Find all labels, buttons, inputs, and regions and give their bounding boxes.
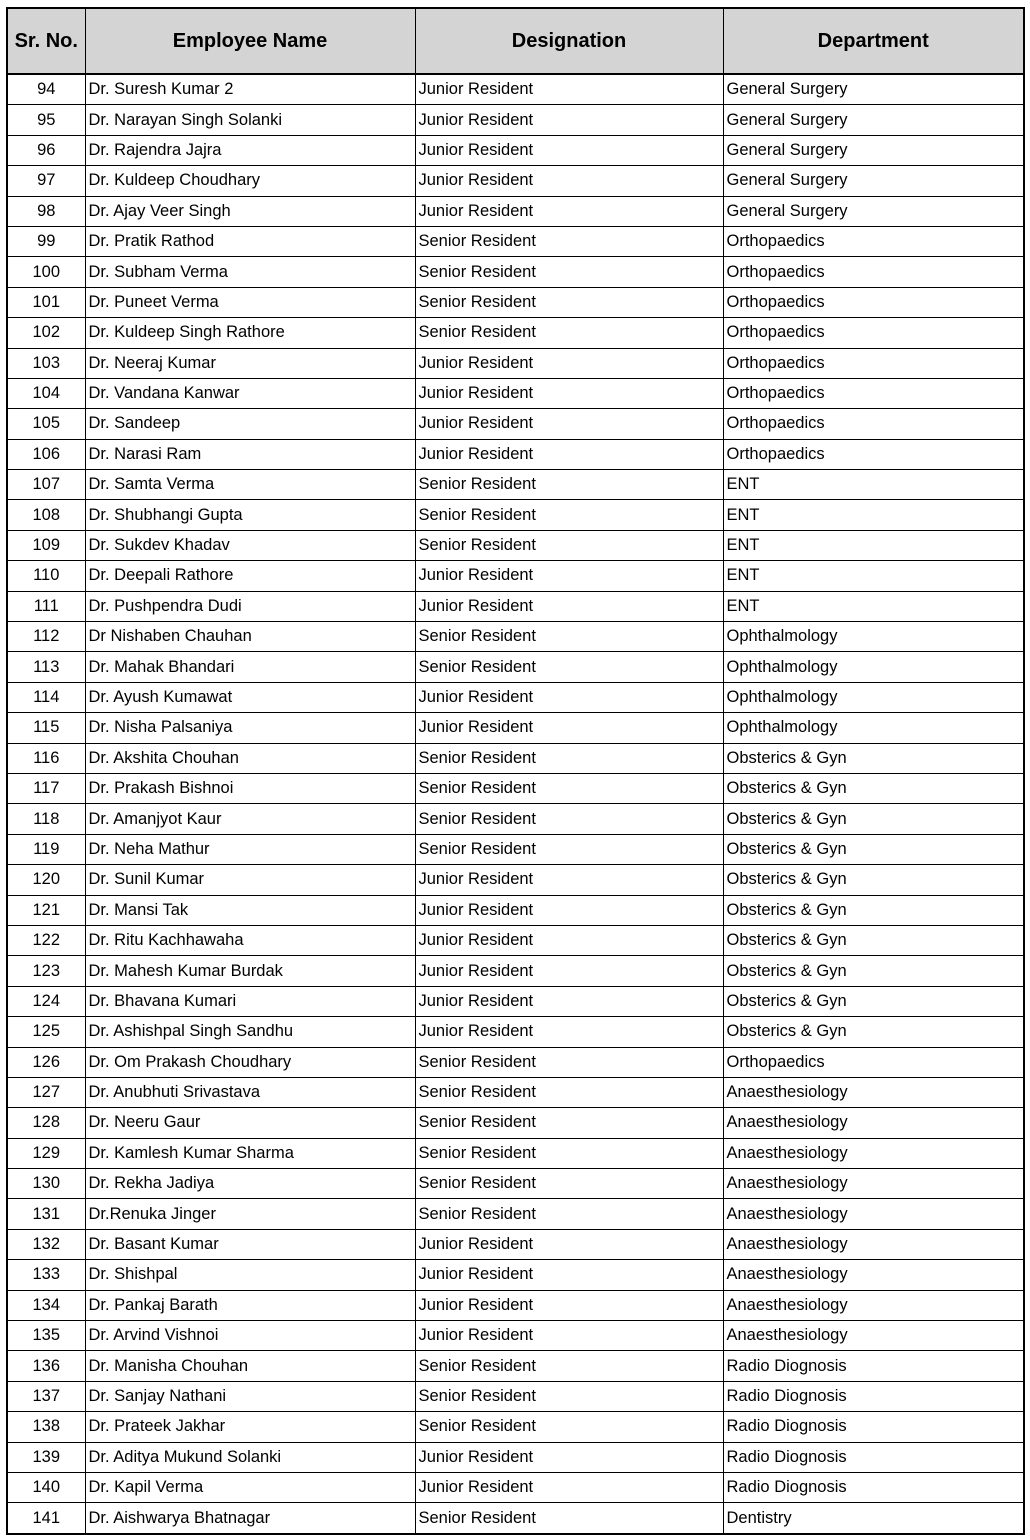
designation-cell: Junior Resident	[415, 865, 723, 895]
sr-no-cell: 126	[7, 1047, 85, 1077]
designation-cell: Senior Resident	[415, 318, 723, 348]
department-cell: Ophthalmology	[723, 713, 1024, 743]
employee-name-cell: Dr. Aishwarya Bhatnagar	[85, 1503, 415, 1534]
employee-name-cell: Dr. Bhavana Kumari	[85, 986, 415, 1016]
employee-name-cell: Dr. Prakash Bishnoi	[85, 773, 415, 803]
sr-no-cell: 100	[7, 257, 85, 287]
designation-cell: Senior Resident	[415, 773, 723, 803]
sr-no-cell: 121	[7, 895, 85, 925]
header-employee-name: Employee Name	[85, 8, 415, 74]
department-cell: Obsterics & Gyn	[723, 925, 1024, 955]
table-row	[7, 1503, 1024, 1534]
department-cell: ENT	[723, 591, 1024, 621]
designation-cell: Senior Resident	[415, 1138, 723, 1168]
designation-cell: Junior Resident	[415, 1321, 723, 1351]
designation-cell: Junior Resident	[415, 1472, 723, 1502]
sr-no-cell: 102	[7, 318, 85, 348]
department-cell: Anaesthesiology	[723, 1077, 1024, 1107]
sr-no-cell: 98	[7, 196, 85, 226]
designation-cell: Senior Resident	[415, 1047, 723, 1077]
sr-no-cell: 104	[7, 378, 85, 408]
table-row	[7, 348, 1024, 378]
employee-name-cell: Dr.Renuka Jinger	[85, 1199, 415, 1229]
department-cell: Obsterics & Gyn	[723, 1017, 1024, 1047]
department-cell: Ophthalmology	[723, 682, 1024, 712]
designation-cell: Senior Resident	[415, 1503, 723, 1534]
sr-no-cell: 117	[7, 773, 85, 803]
designation-cell: Senior Resident	[415, 470, 723, 500]
department-cell: Dentistry	[723, 1503, 1024, 1534]
sr-no-cell: 130	[7, 1169, 85, 1199]
department-cell: Anaesthesiology	[723, 1138, 1024, 1168]
designation-cell: Junior Resident	[415, 196, 723, 226]
employee-name-cell: Dr. Ashishpal Singh Sandhu	[85, 1017, 415, 1047]
designation-cell: Senior Resident	[415, 287, 723, 317]
designation-cell: Junior Resident	[415, 439, 723, 469]
designation-cell: Senior Resident	[415, 1199, 723, 1229]
designation-cell: Junior Resident	[415, 682, 723, 712]
employee-name-cell: Dr. Arvind Vishnoi	[85, 1321, 415, 1351]
employee-name-cell: Dr Nishaben Chauhan	[85, 622, 415, 652]
department-cell: Radio Diognosis	[723, 1472, 1024, 1502]
employee-name-cell: Dr. Sanjay Nathani	[85, 1381, 415, 1411]
employee-name-cell: Dr. Kuldeep Choudhary	[85, 166, 415, 196]
designation-cell: Senior Resident	[415, 1169, 723, 1199]
department-cell: Orthopaedics	[723, 318, 1024, 348]
table-row	[7, 834, 1024, 864]
table-row	[7, 1017, 1024, 1047]
designation-cell: Senior Resident	[415, 652, 723, 682]
employee-name-cell: Dr. Prateek Jakhar	[85, 1412, 415, 1442]
table-row	[7, 1290, 1024, 1320]
sr-no-cell: 140	[7, 1472, 85, 1502]
employee-name-cell: Dr. Kamlesh Kumar Sharma	[85, 1138, 415, 1168]
department-cell: Obsterics & Gyn	[723, 956, 1024, 986]
table-row	[7, 1077, 1024, 1107]
sr-no-cell: 124	[7, 986, 85, 1016]
designation-cell: Junior Resident	[415, 1017, 723, 1047]
table-row	[7, 1472, 1024, 1502]
designation-cell: Junior Resident	[415, 1290, 723, 1320]
department-cell: Orthopaedics	[723, 409, 1024, 439]
department-cell: Orthopaedics	[723, 287, 1024, 317]
table-row	[7, 1412, 1024, 1442]
employee-name-cell: Dr. Ajay Veer Singh	[85, 196, 415, 226]
table-row	[7, 713, 1024, 743]
table-row	[7, 652, 1024, 682]
employee-table	[6, 7, 1025, 1535]
table-row	[7, 1260, 1024, 1290]
designation-cell: Senior Resident	[415, 1412, 723, 1442]
employee-name-cell: Dr. Subham Verma	[85, 257, 415, 287]
designation-cell: Junior Resident	[415, 561, 723, 591]
table-row	[7, 1199, 1024, 1229]
designation-cell: Junior Resident	[415, 1229, 723, 1259]
sr-no-cell: 136	[7, 1351, 85, 1381]
designation-cell: Junior Resident	[415, 1260, 723, 1290]
designation-cell: Senior Resident	[415, 622, 723, 652]
sr-no-cell: 141	[7, 1503, 85, 1534]
employee-name-cell: Dr. Narayan Singh Solanki	[85, 105, 415, 135]
department-cell: Ophthalmology	[723, 622, 1024, 652]
sr-no-cell: 109	[7, 530, 85, 560]
sr-no-cell: 105	[7, 409, 85, 439]
table-row	[7, 1108, 1024, 1138]
designation-cell: Senior Resident	[415, 1108, 723, 1138]
sr-no-cell: 107	[7, 470, 85, 500]
table-row	[7, 743, 1024, 773]
department-cell: Orthopaedics	[723, 378, 1024, 408]
employee-name-cell: Dr. Vandana Kanwar	[85, 378, 415, 408]
employee-name-cell: Dr. Pankaj Barath	[85, 1290, 415, 1320]
designation-cell: Junior Resident	[415, 713, 723, 743]
sr-no-cell: 97	[7, 166, 85, 196]
sr-no-cell: 96	[7, 135, 85, 165]
designation-cell: Senior Resident	[415, 804, 723, 834]
sr-no-cell: 103	[7, 348, 85, 378]
designation-cell: Junior Resident	[415, 378, 723, 408]
table-row	[7, 135, 1024, 165]
department-cell: Obsterics & Gyn	[723, 743, 1024, 773]
table-row	[7, 986, 1024, 1016]
employee-name-cell: Dr. Suresh Kumar 2	[85, 74, 415, 105]
employee-name-cell: Dr. Anubhuti Srivastava	[85, 1077, 415, 1107]
employee-name-cell: Dr. Om Prakash Choudhary	[85, 1047, 415, 1077]
department-cell: Anaesthesiology	[723, 1169, 1024, 1199]
table-row	[7, 1321, 1024, 1351]
sr-no-cell: 139	[7, 1442, 85, 1472]
table-row	[7, 682, 1024, 712]
sr-no-cell: 108	[7, 500, 85, 530]
department-cell: General Surgery	[723, 105, 1024, 135]
department-cell: Obsterics & Gyn	[723, 895, 1024, 925]
table-row	[7, 1138, 1024, 1168]
sr-no-cell: 135	[7, 1321, 85, 1351]
employee-name-cell: Dr. Aditya Mukund Solanki	[85, 1442, 415, 1472]
employee-name-cell: Dr. Neha Mathur	[85, 834, 415, 864]
department-cell: Anaesthesiology	[723, 1229, 1024, 1259]
employee-name-cell: Dr. Shishpal	[85, 1260, 415, 1290]
department-cell: Anaesthesiology	[723, 1290, 1024, 1320]
department-cell: Anaesthesiology	[723, 1108, 1024, 1138]
employee-name-cell: Dr. Sukdev Khadav	[85, 530, 415, 560]
header-sr-no: Sr. No.	[7, 8, 85, 74]
sr-no-cell: 119	[7, 834, 85, 864]
designation-cell: Senior Resident	[415, 1381, 723, 1411]
department-cell: Obsterics & Gyn	[723, 773, 1024, 803]
table-row	[7, 865, 1024, 895]
sr-no-cell: 127	[7, 1077, 85, 1107]
department-cell: ENT	[723, 500, 1024, 530]
table-row	[7, 1351, 1024, 1381]
designation-cell: Junior Resident	[415, 135, 723, 165]
designation-cell: Senior Resident	[415, 743, 723, 773]
table-row	[7, 1381, 1024, 1411]
department-cell: General Surgery	[723, 135, 1024, 165]
designation-cell: Senior Resident	[415, 500, 723, 530]
department-cell: Radio Diognosis	[723, 1442, 1024, 1472]
designation-cell: Junior Resident	[415, 925, 723, 955]
employee-name-cell: Dr. Manisha Chouhan	[85, 1351, 415, 1381]
employee-name-cell: Dr. Samta Verma	[85, 470, 415, 500]
employee-name-cell: Dr. Mansi Tak	[85, 895, 415, 925]
department-cell: ENT	[723, 470, 1024, 500]
designation-cell: Junior Resident	[415, 956, 723, 986]
table-body	[7, 74, 1024, 1534]
employee-name-cell: Dr. Mahesh Kumar Burdak	[85, 956, 415, 986]
employee-name-cell: Dr. Akshita Chouhan	[85, 743, 415, 773]
table-row	[7, 470, 1024, 500]
department-cell: Radio Diognosis	[723, 1381, 1024, 1411]
table-row	[7, 591, 1024, 621]
sr-no-cell: 131	[7, 1199, 85, 1229]
employee-name-cell: Dr. Kapil Verma	[85, 1472, 415, 1502]
header-designation: Designation	[415, 8, 723, 74]
department-cell: Anaesthesiology	[723, 1260, 1024, 1290]
employee-name-cell: Dr. Rajendra Jajra	[85, 135, 415, 165]
sr-no-cell: 129	[7, 1138, 85, 1168]
employee-name-cell: Dr. Nisha Palsaniya	[85, 713, 415, 743]
table-row	[7, 956, 1024, 986]
sr-no-cell: 112	[7, 622, 85, 652]
sr-no-cell: 138	[7, 1412, 85, 1442]
department-cell: ENT	[723, 530, 1024, 560]
sr-no-cell: 116	[7, 743, 85, 773]
sr-no-cell: 101	[7, 287, 85, 317]
table-header-row	[7, 8, 1024, 74]
table-row	[7, 1169, 1024, 1199]
department-cell: Orthopaedics	[723, 1047, 1024, 1077]
employee-name-cell: Dr. Neeraj Kumar	[85, 348, 415, 378]
employee-name-cell: Dr. Shubhangi Gupta	[85, 500, 415, 530]
designation-cell: Junior Resident	[415, 895, 723, 925]
sr-no-cell: 128	[7, 1108, 85, 1138]
department-cell: Orthopaedics	[723, 439, 1024, 469]
table-row	[7, 1229, 1024, 1259]
employee-name-cell: Dr. Basant Kumar	[85, 1229, 415, 1259]
table-row	[7, 622, 1024, 652]
employee-name-cell: Dr. Ayush Kumawat	[85, 682, 415, 712]
sr-no-cell: 99	[7, 226, 85, 256]
employee-name-cell: Dr. Amanjyot Kaur	[85, 804, 415, 834]
employee-name-cell: Dr. Sunil Kumar	[85, 865, 415, 895]
table-row	[7, 895, 1024, 925]
sr-no-cell: 113	[7, 652, 85, 682]
header-department: Department	[723, 8, 1024, 74]
table-row	[7, 409, 1024, 439]
table-row	[7, 196, 1024, 226]
employee-name-cell: Dr. Puneet Verma	[85, 287, 415, 317]
table-row	[7, 439, 1024, 469]
sr-no-cell: 95	[7, 105, 85, 135]
table-row	[7, 257, 1024, 287]
department-cell: Anaesthesiology	[723, 1199, 1024, 1229]
department-cell: General Surgery	[723, 196, 1024, 226]
sr-no-cell: 137	[7, 1381, 85, 1411]
department-cell: Anaesthesiology	[723, 1321, 1024, 1351]
table-row	[7, 561, 1024, 591]
department-cell: General Surgery	[723, 74, 1024, 105]
sr-no-cell: 133	[7, 1260, 85, 1290]
employee-name-cell: Dr. Ritu Kachhawaha	[85, 925, 415, 955]
table-row	[7, 530, 1024, 560]
table-row	[7, 318, 1024, 348]
employee-name-cell: Dr. Pushpendra Dudi	[85, 591, 415, 621]
department-cell: Radio Diognosis	[723, 1412, 1024, 1442]
table-row	[7, 804, 1024, 834]
department-cell: Obsterics & Gyn	[723, 865, 1024, 895]
table-row	[7, 166, 1024, 196]
sr-no-cell: 118	[7, 804, 85, 834]
department-cell: Obsterics & Gyn	[723, 986, 1024, 1016]
department-cell: Orthopaedics	[723, 226, 1024, 256]
sr-no-cell: 94	[7, 74, 85, 105]
department-cell: Ophthalmology	[723, 652, 1024, 682]
sr-no-cell: 114	[7, 682, 85, 712]
department-cell: Obsterics & Gyn	[723, 804, 1024, 834]
table-row	[7, 378, 1024, 408]
employee-name-cell: Dr. Pratik Rathod	[85, 226, 415, 256]
sr-no-cell: 106	[7, 439, 85, 469]
designation-cell: Junior Resident	[415, 986, 723, 1016]
table-row	[7, 287, 1024, 317]
designation-cell: Junior Resident	[415, 166, 723, 196]
table-row	[7, 1047, 1024, 1077]
sr-no-cell: 120	[7, 865, 85, 895]
designation-cell: Senior Resident	[415, 1351, 723, 1381]
table-row	[7, 925, 1024, 955]
designation-cell: Senior Resident	[415, 226, 723, 256]
designation-cell: Junior Resident	[415, 348, 723, 378]
department-cell: Obsterics & Gyn	[723, 834, 1024, 864]
sr-no-cell: 111	[7, 591, 85, 621]
employee-name-cell: Dr. Mahak Bhandari	[85, 652, 415, 682]
sr-no-cell: 115	[7, 713, 85, 743]
employee-name-cell: Dr. Deepali Rathore	[85, 561, 415, 591]
table-row	[7, 500, 1024, 530]
table-row	[7, 1442, 1024, 1472]
sr-no-cell: 125	[7, 1017, 85, 1047]
designation-cell: Senior Resident	[415, 834, 723, 864]
designation-cell: Junior Resident	[415, 74, 723, 105]
designation-cell: Junior Resident	[415, 105, 723, 135]
employee-name-cell: Dr. Sandeep	[85, 409, 415, 439]
employee-name-cell: Dr. Kuldeep Singh Rathore	[85, 318, 415, 348]
table-row	[7, 226, 1024, 256]
table-row	[7, 773, 1024, 803]
sr-no-cell: 110	[7, 561, 85, 591]
department-cell: Radio Diognosis	[723, 1351, 1024, 1381]
department-cell: General Surgery	[723, 166, 1024, 196]
sr-no-cell: 122	[7, 925, 85, 955]
designation-cell: Junior Resident	[415, 1442, 723, 1472]
designation-cell: Junior Resident	[415, 409, 723, 439]
table-row	[7, 105, 1024, 135]
designation-cell: Senior Resident	[415, 257, 723, 287]
designation-cell: Senior Resident	[415, 530, 723, 560]
table-row	[7, 74, 1024, 105]
sr-no-cell: 132	[7, 1229, 85, 1259]
employee-name-cell: Dr. Rekha Jadiya	[85, 1169, 415, 1199]
employee-name-cell: Dr. Neeru Gaur	[85, 1108, 415, 1138]
sr-no-cell: 123	[7, 956, 85, 986]
designation-cell: Junior Resident	[415, 591, 723, 621]
department-cell: ENT	[723, 561, 1024, 591]
department-cell: Orthopaedics	[723, 348, 1024, 378]
department-cell: Orthopaedics	[723, 257, 1024, 287]
sr-no-cell: 134	[7, 1290, 85, 1320]
designation-cell: Senior Resident	[415, 1077, 723, 1107]
employee-name-cell: Dr. Narasi Ram	[85, 439, 415, 469]
